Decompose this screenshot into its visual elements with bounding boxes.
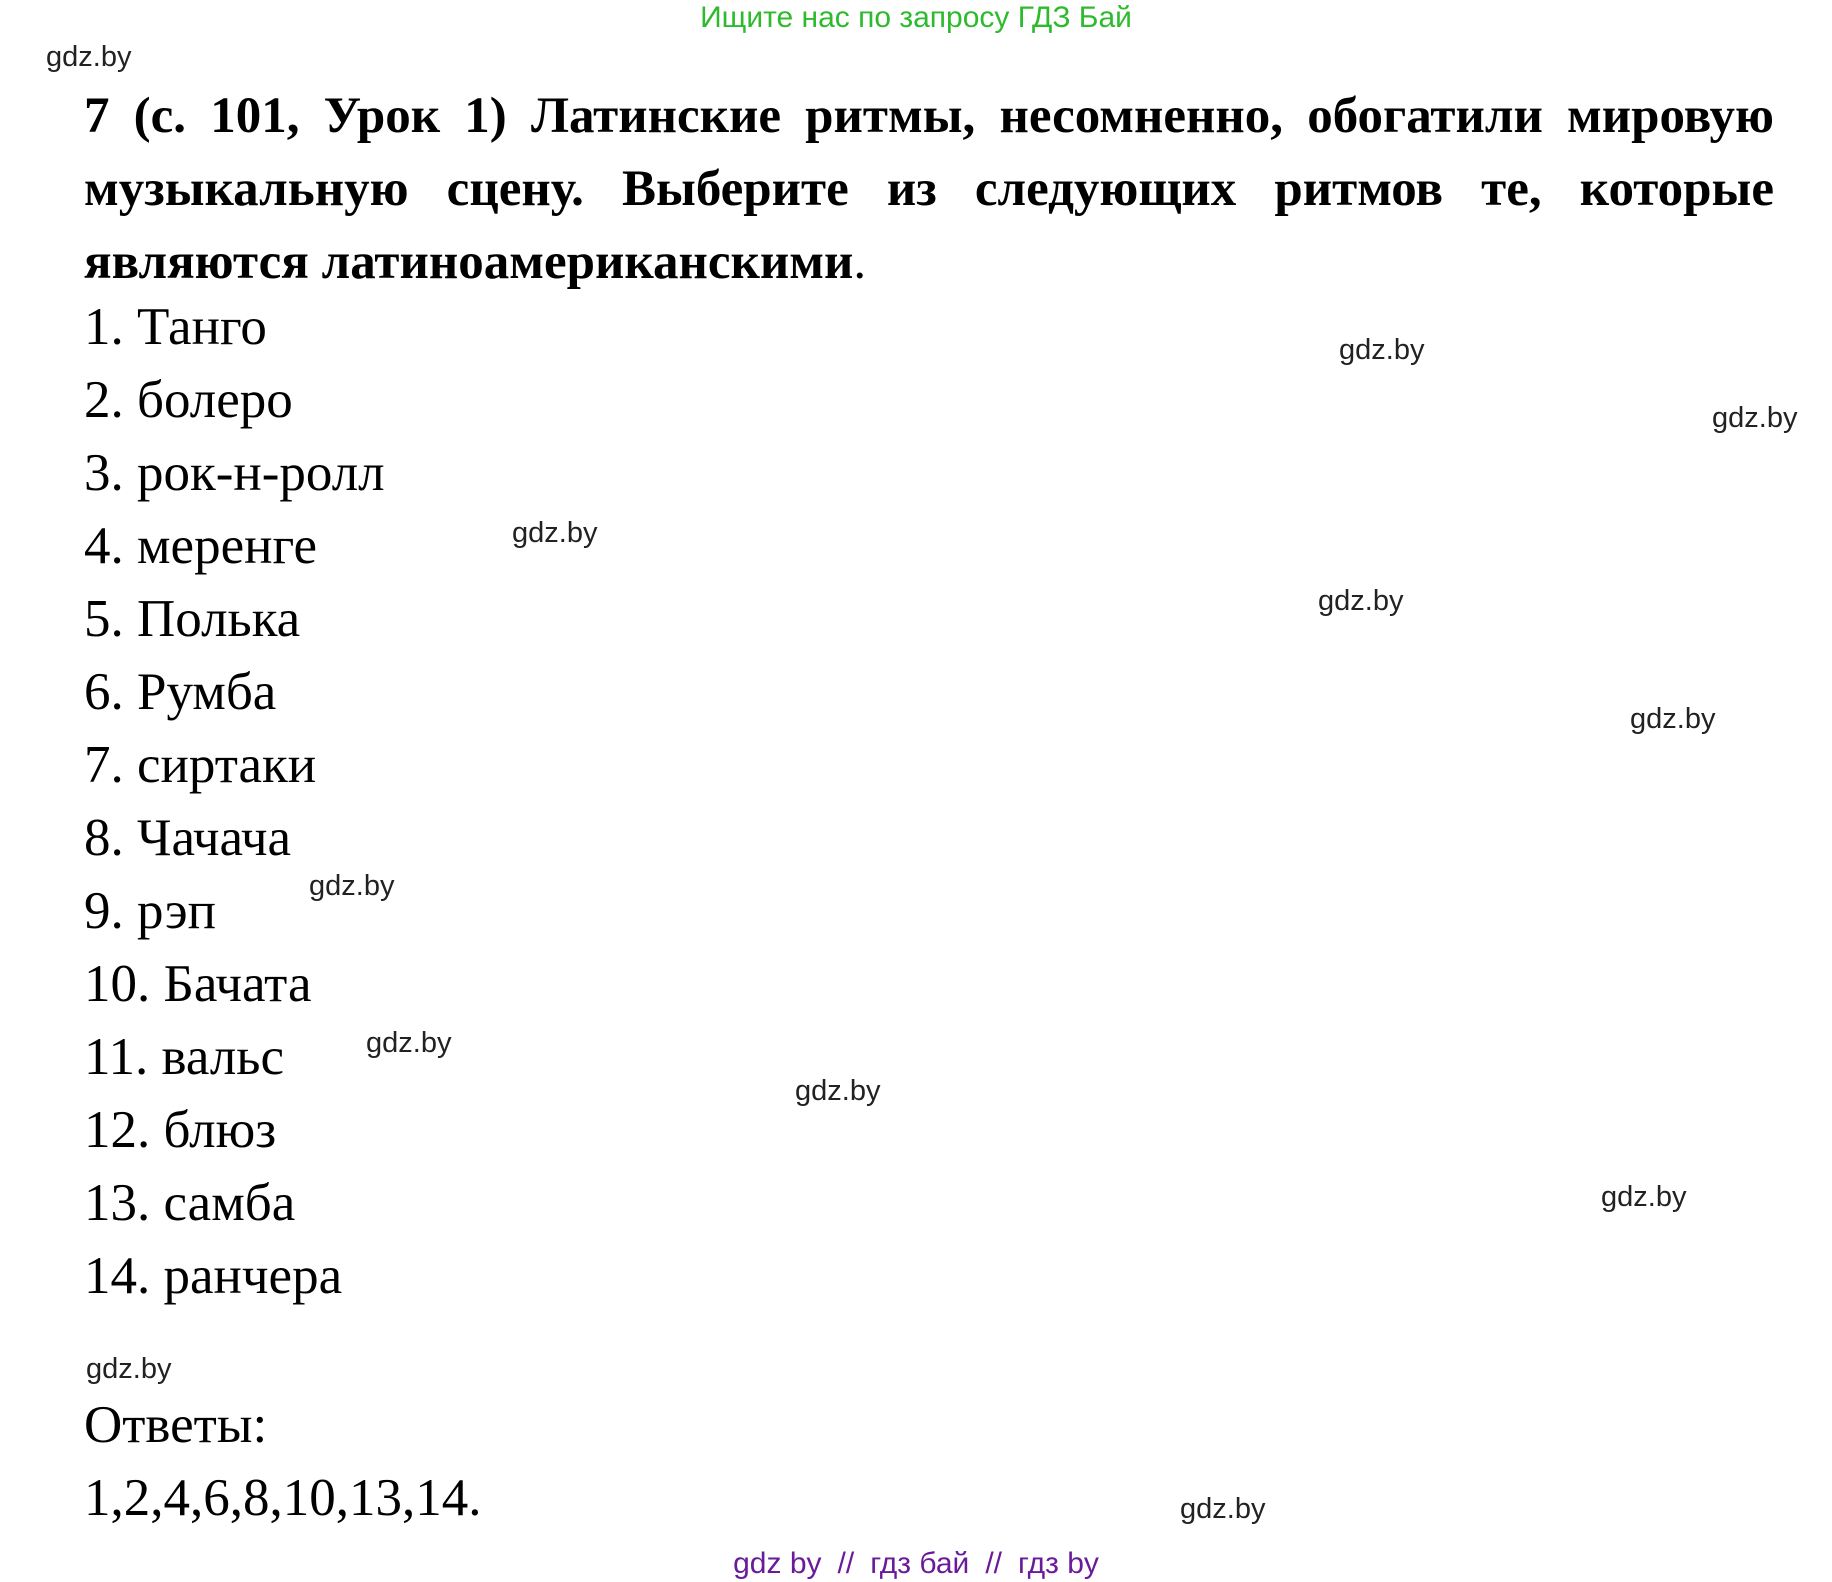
option-item: 8. Чачача (84, 809, 292, 867)
option-item: 12. блюз (84, 1101, 277, 1159)
watermark: gdz.by (1339, 334, 1425, 366)
watermark: gdz.by (309, 870, 395, 902)
top-banner: Ищите нас по запросу ГДЗ Бай (700, 1, 1132, 34)
option-item: 14. ранчера (84, 1247, 343, 1305)
option-item: 11. вальс (84, 1028, 284, 1086)
question-body: 7 (с. 101, Урок 1) Латинские ритмы, несомненно, обогатили мировую музыкальную сцену. Выберите из следующих ритмов те, которые являются латиноамериканскими (84, 88, 1774, 290)
option-item: 2. болеро (84, 371, 293, 429)
option-item: 1. Танго (84, 298, 267, 356)
watermark: gdz.by (512, 517, 598, 549)
answers-value: 1,2,4,6,8,10,13,14. (84, 1469, 482, 1527)
bottom-banner-part: гдз by (1018, 1547, 1099, 1580)
bottom-banner-part: гдз бай (870, 1547, 970, 1580)
watermark: gdz.by (86, 1353, 172, 1385)
option-item: 3. рок-н-ролл (84, 444, 385, 502)
bottom-banner (0, 1546, 1832, 1582)
answers-label: Ответы: (84, 1396, 268, 1454)
watermark: gdz.by (1180, 1493, 1266, 1525)
question-text (84, 80, 1774, 299)
watermark: gdz.by (1318, 585, 1404, 617)
option-item: 13. самба (84, 1174, 296, 1232)
bottom-banner-part: gdz by (733, 1547, 822, 1580)
option-item: 9. рэп (84, 882, 216, 940)
option-item: 6. Румба (84, 663, 277, 721)
option-item: 4. меренге (84, 517, 318, 575)
options-list (84, 291, 385, 1313)
bottom-banner-separator: // (985, 1547, 1002, 1580)
watermark: gdz.by (46, 41, 132, 73)
option-item: 10. Бачата (84, 955, 312, 1013)
watermark: gdz.by (795, 1075, 881, 1107)
option-item: 5. Полька (84, 590, 301, 648)
watermark: gdz.by (1712, 402, 1798, 434)
watermark: gdz.by (1601, 1181, 1687, 1213)
watermark: gdz.by (1630, 703, 1716, 735)
option-item: 7. сиртаки (84, 736, 317, 794)
watermark: gdz.by (366, 1027, 452, 1059)
bottom-banner-separator: // (837, 1547, 855, 1580)
question-end-mark: . (853, 234, 867, 290)
